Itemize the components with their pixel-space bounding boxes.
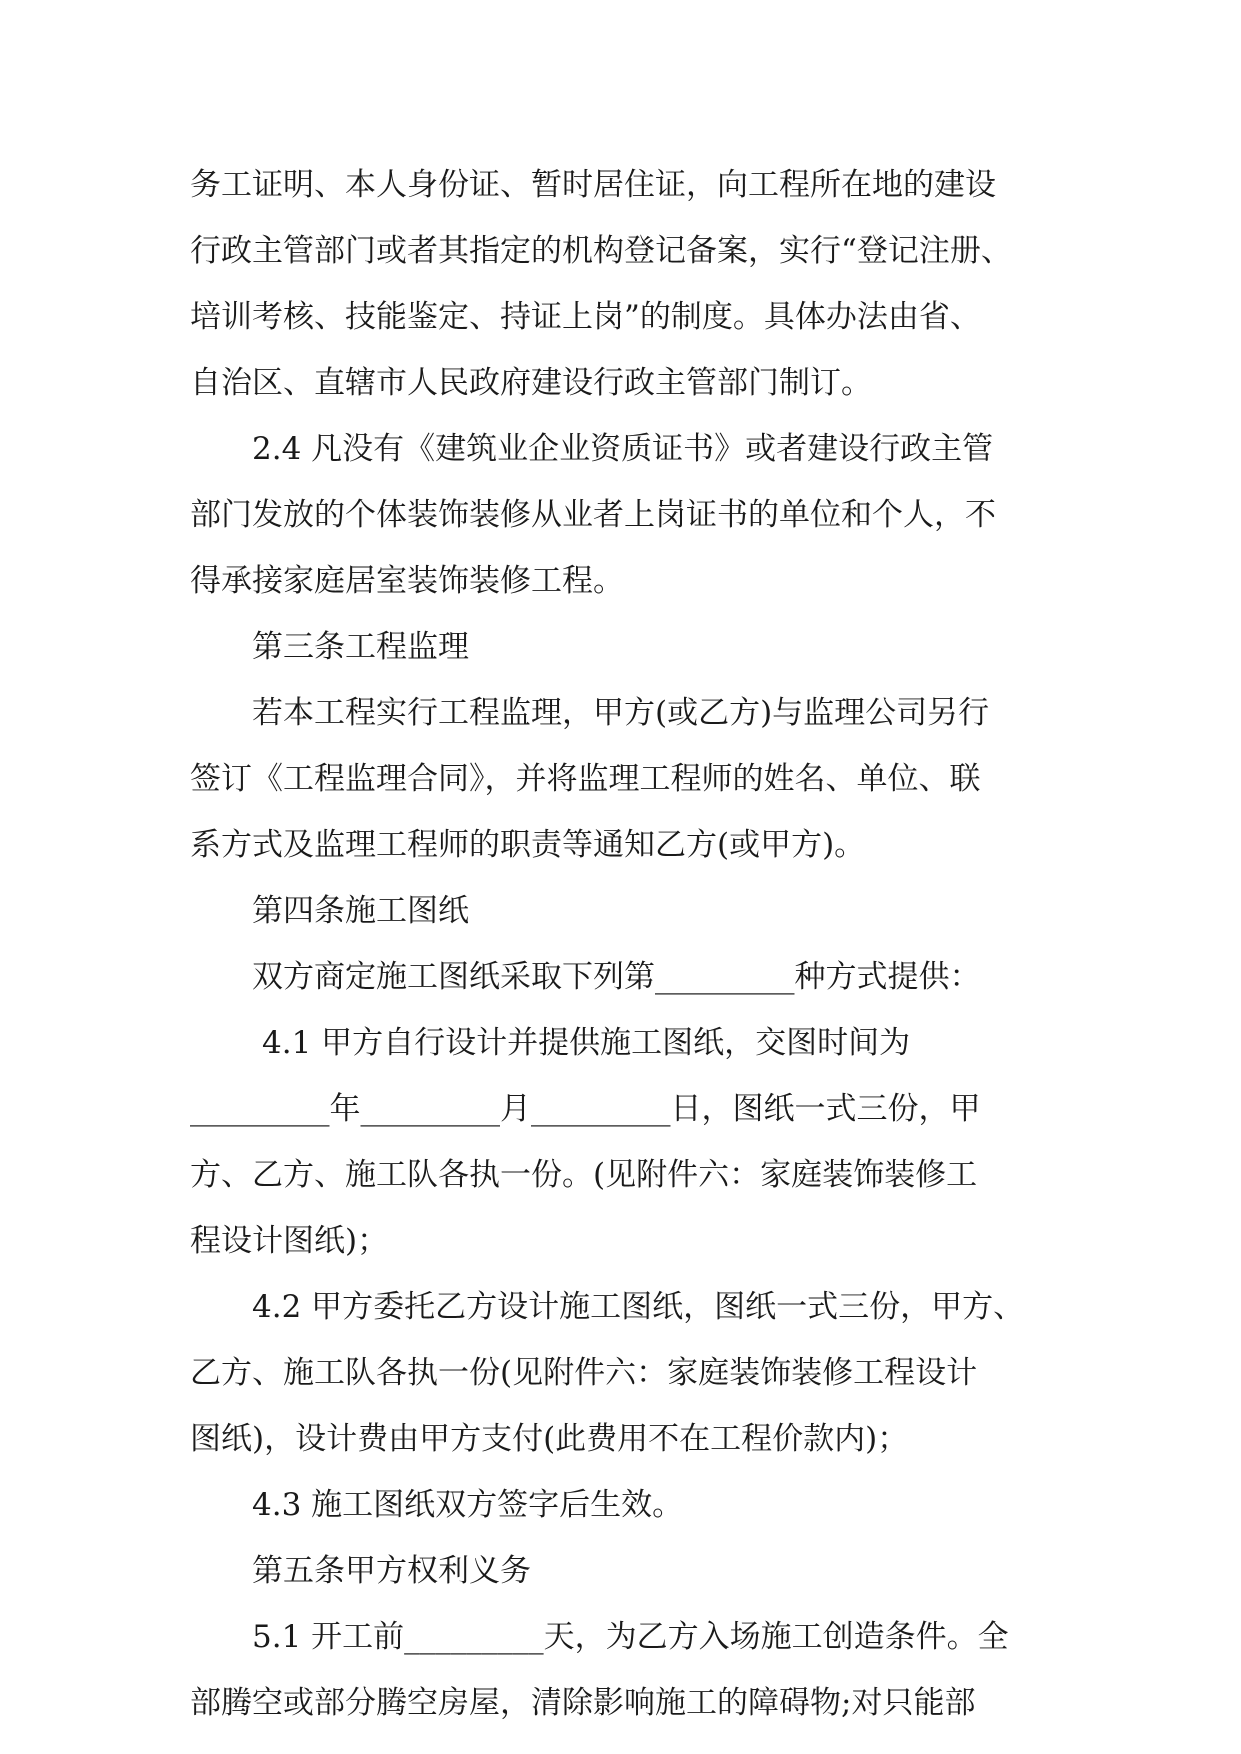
text-line: 4.1 甲方自行设计并提供施工图纸，交图时间为 — [262, 1025, 911, 1061]
section-heading: 第五条甲方权利义务 — [252, 1553, 531, 1589]
text-line: 签订《工程监理合同》，并将监理工程师的姓名、单位、联 — [190, 761, 981, 797]
text-line: 自治区、直辖市人民政府建设行政主管部门制订。 — [190, 365, 872, 401]
text-line: 程设计图纸)； — [190, 1223, 389, 1259]
text-line: 得承接家庭居室装饰装修工程。 — [190, 563, 624, 599]
text-line: 5.1 开工前_________天，为乙方入场施工创造条件。全 — [252, 1619, 1009, 1655]
text-line: 双方商定施工图纸采取下列第_________种方式提供： — [252, 959, 981, 995]
text-line: 若本工程实行工程监理，甲方(或乙方)与监理公司另行 — [252, 695, 990, 731]
section-heading: 第三条工程监理 — [252, 629, 469, 665]
text-line: 部腾空或部分腾空房屋，清除影响施工的障碍物;对只能部 — [190, 1685, 976, 1721]
text-line: 方、乙方、施工队各执一份。(见附件六：家庭装饰装修工 — [190, 1157, 978, 1193]
text-line: 4.2 甲方委托乙方设计施工图纸，图纸一式三份，甲方、 — [252, 1289, 1025, 1325]
text-line: _________年_________月_________日，图纸一式三份，甲 — [190, 1091, 981, 1127]
text-line: 图纸)，设计费由甲方支付(此费用不在工程价款内)； — [190, 1421, 909, 1457]
text-line: 行政主管部门或者其指定的机构登记备案，实行“登记注册、 — [190, 233, 1012, 269]
text-line: 2.4 凡没有《建筑业企业资质证书》或者建设行政主管 — [252, 431, 994, 467]
text-line: 系方式及监理工程师的职责等通知乙方(或甲方)。 — [190, 827, 866, 863]
text-line: 培训考核、技能鉴定、持证上岗”的制度。具体办法由省、 — [190, 299, 981, 335]
text-line: 乙方、施工队各执一份(见附件六：家庭装饰装修工程设计 — [190, 1355, 978, 1391]
text-line: 4.3 施工图纸双方签字后生效。 — [252, 1487, 684, 1523]
section-heading: 第四条施工图纸 — [252, 893, 469, 929]
text-line: 务工证明、本人身份证、暂时居住证，向工程所在地的建设 — [190, 167, 996, 203]
text-line: 部门发放的个体装饰装修从业者上岗证书的单位和个人，不 — [190, 497, 996, 533]
